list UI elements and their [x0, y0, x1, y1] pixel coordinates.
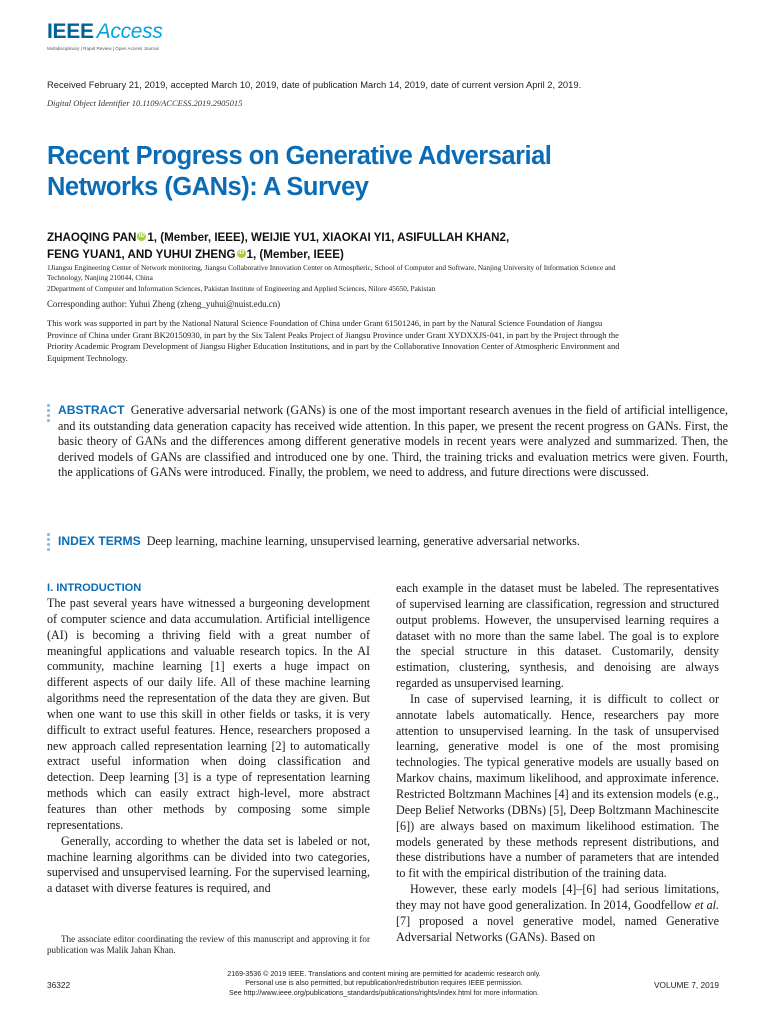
copyright-line: 2169-3536 © 2019 IEEE. Translations and content mining are permitted for academic research only. [227, 970, 541, 978]
journal-logo [47, 21, 163, 51]
author-names: FENG YUAN1, AND YUHUI ZHENG [47, 248, 236, 261]
copyright-line: Personal use is also permitted, but republication/redistribution requires IEEE permission. [245, 979, 523, 988]
title-line-2: Networks (GANs): A Survey [47, 173, 369, 201]
logo-wordmark [47, 21, 163, 43]
section-marker-icon [47, 533, 51, 553]
title-line-1: Recent Progress on Generative Adversarial [47, 142, 552, 170]
page-number: 36322 [47, 980, 71, 990]
paper-title [47, 141, 607, 203]
doi: Digital Object Identifier 10.1109/ACCESS.2019.2905015 [47, 98, 243, 108]
logo-access: Access [96, 20, 163, 43]
paragraph: In case of supervised learning, it is difficult to collect or annotate labels automatically. Hence, researchers pay more attention to unsupervised learning. In the task of unsupervised learning, generative model is one of the most promising technologies. The typical generative models are usually based on Markov chains, maximum likelihood, and approximate inference. Restricted Boltzmann Machines [4] and its extension models (e.g., Deep Belief Networks (DBNs) [5], Deep Boltzmann Machinescite [6]) are always based on maximum likelihood estimation. The models generated by these methods represent distributions, and these distributions have a number of parameters that are intended to fit with the empirical distribution of the training data. [396, 691, 719, 881]
paragraph-part: However, these early models [4]–[6] had serious limitations, they may not have good generalization. In 2014, Goodfellow [396, 882, 719, 912]
volume-label: VOLUME 7, 2019 [653, 980, 719, 990]
et-al: et al. [694, 897, 720, 912]
abstract [58, 403, 728, 481]
author-list [47, 229, 627, 263]
paragraph: The past several years have witnessed a burgeoning development of computer science and data accumulation. Artificial intelligence (AI) is becoming a thriving field with a great number of meaningful applications and valuable research topics. In the AI community, machine learning [1] exerts a huge impact on different aspects of our daily life. All of these machine learning algorithms need the representation of the data they are given. But when one want to use this skill in other fields or tasks, it is very difficult to extract useful features. Hence, researchers proposed a new approach called representation learning [2] to automatically extract useful information when doing classification and detection. Deep learning [3] is a type of representation learning methods which can easily extract high-level, more abstract features than other methods by composing some simple representations. [47, 596, 370, 832]
abstract-label: ABSTRACT [58, 403, 125, 417]
orcid-icon[interactable]: iD [238, 250, 245, 256]
author-line-1 [47, 229, 627, 246]
corresponding-author: Corresponding author: Yuhui Zheng (zheng_yuhui@nuist.edu.cn) [47, 299, 281, 309]
orcid-icon[interactable]: iD [138, 233, 145, 239]
logo-ieee: IEEE [47, 20, 94, 43]
affiliation-1: 1Jiangsu Engineering Center of Network monitoring, Jiangsu Collaborative Innovation Center on Atmospheric, School of Computer and Software, Nanjing University of Information Science and Technology, Nanjing 210044, China [47, 263, 616, 282]
copyright-notice [180, 970, 588, 998]
funding-statement: This work was supported in part by the National Natural Science Foundation of China under Grant 61501246, in part by the Natural Science Foundation of Jiangsu Province of China under Grant BK20150930, in part by the Six Talent Peaks Project of Jiangsu Province under Grant XYDXXJS-041, in part by the Project through the Priority Academic Program Development of Jiangsu Higher Education Institutions, and in part by the Collaborative Innovation Center of Atmospheric Environment and Equipment Technology. [47, 318, 620, 363]
section-marker-icon [47, 404, 51, 424]
editor-footnote: The associate editor coordinating the review of this manuscript and approving it for publication was Malik Jahan Khan. [47, 934, 370, 956]
index-terms [58, 533, 728, 549]
copyright-line: See http://www.ieee.org/publications_standards/publications/rights/index.html for more information. [229, 988, 539, 997]
paragraph: Generally, according to whether the data set is labeled or not, machine learning algorithms can be divided into two categories, supervised and unsupervised learning. For the supervised learning, a dataset with diverse features is required, and [47, 833, 370, 896]
paragraph: each example in the dataset must be labeled. The representatives of supervised learning are classification, regression and structured output problems. However, the unsupervised learning requires a dataset with no more than the same label. The goal is to explore the special structure in this dataset. Customarily, density estimation, clustering, synthesis, and denoising are always regarded as unsupervised learning. [396, 581, 719, 691]
paragraph [396, 882, 719, 945]
abstract-text: Generative adversarial network (GANs) is one of the most important research avenues in the field of artificial intelligence, and its outstanding data generation capacity has received wide attention. In this paper, we present the recent progress on GANs. First, the basic theory of GANs and the differences among different generative models in recent years were analyzed and summarized. Then, the derived models of GANs are classified and introduced one by one. Third, the training tricks and evaluation metrics were given. Fourth, the applications of GANs were introduced. Finally, the problem, we need to address, and future directions were discussed. [58, 403, 729, 480]
author-line-2-rest: 1, (Member, IEEE) [246, 248, 344, 261]
author-line-1-rest: 1, (Member, IEEE), WEIJIE YU1, XIAOKAI YI1, ASIFULLAH KHAN2, [147, 231, 510, 244]
paragraph-part: [7] proposed a novel generative model, named Generative Adversarial Networks (GANs). Based on [396, 913, 719, 944]
index-terms-label: INDEX TERMS [58, 534, 141, 548]
logo-tagline: Multidisciplinary | Rapid Review | Open Access Journal [47, 46, 159, 51]
author-name: ZHAOQING PAN [47, 231, 137, 244]
affiliation-2: 2Department of Computer and Information Sciences, Pakistan Institute of Engineering and Applied Sciences, Nilore 45650, Pakistan [47, 284, 436, 293]
section-heading: I. INTRODUCTION [47, 582, 142, 594]
page-footer [0, 970, 768, 1006]
author-line-2 [47, 246, 627, 263]
body-column-right [396, 581, 719, 945]
received-dates: Received February 21, 2019, accepted March 10, 2019, date of publication March 14, 2019, date of current version April 2, 2019. [47, 79, 582, 90]
body-column-left [47, 581, 370, 897]
index-terms-text: Deep learning, machine learning, unsupervised learning, generative adversarial networks. [146, 534, 580, 548]
